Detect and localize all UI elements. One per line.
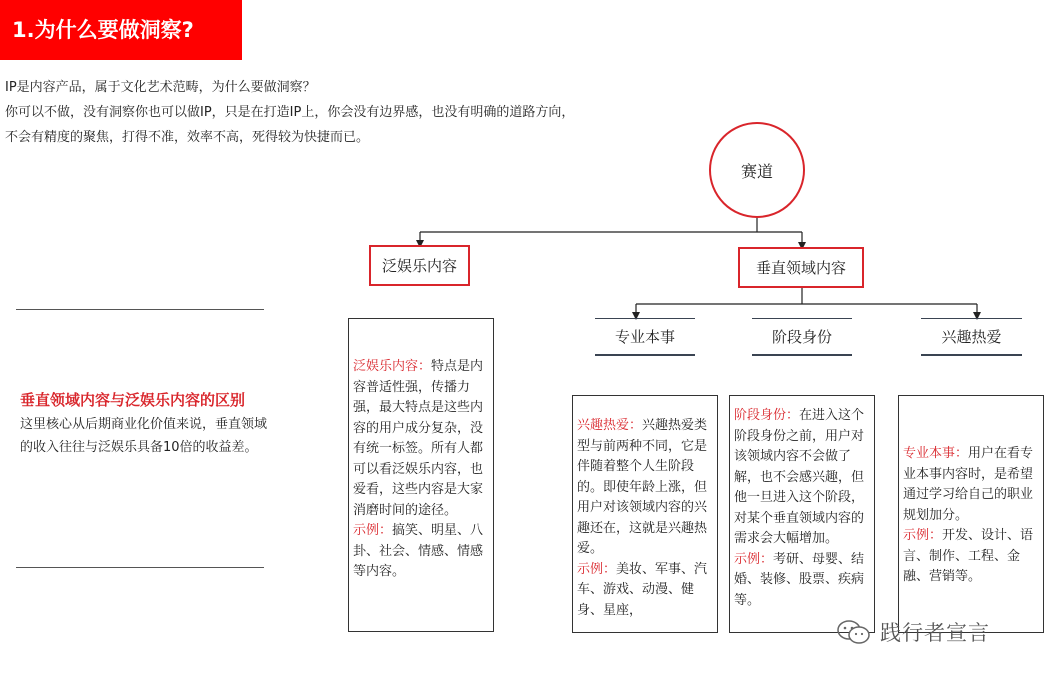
card-professional — [898, 395, 1044, 633]
card-stage-example-label: 示例： — [734, 551, 774, 567]
node-professional-label: 专业本事 — [614, 328, 675, 346]
node-interest-label: 兴趣热爱 — [941, 328, 1002, 346]
node-entertainment-content — [369, 245, 470, 286]
root-node-label: 赛道 — [740, 161, 773, 181]
card-professional-text: 用户在看专业本事内容时，是希望通过学习给自己的职业规划加分。 — [903, 446, 1034, 523]
card-interest-example: 美妆、军事、汽车、游戏、动漫、健身、星座， — [577, 561, 708, 618]
left-panel-heading: 垂直领域内容与泛娱乐内容的区别 — [20, 391, 246, 409]
node-stage-identity — [752, 318, 852, 356]
card-professional-example-label: 示例： — [903, 528, 943, 543]
node-vertical-content — [738, 247, 864, 288]
card-stage — [729, 395, 875, 633]
card-professional-example: 开发、设计、语言、制作、工程、金融、营销等。 — [903, 528, 1034, 584]
node-vertical-label: 垂直领域内容 — [755, 259, 846, 277]
node-interest-hobby — [921, 318, 1022, 356]
node-entertainment-label: 泛娱乐内容 — [381, 257, 457, 275]
page-title: 1.为什么要做洞察? — [0, 0, 242, 60]
left-panel-top-divider — [16, 309, 264, 310]
card-professional-label: 专业本事： — [903, 446, 969, 461]
card-interest-example-label: 示例： — [577, 561, 617, 577]
card-entertainment — [348, 318, 494, 632]
intro-line-3: 不会有精度的聚焦，打得不准，效率不高，死得较为快捷而已。 — [5, 130, 370, 145]
root-node-circle — [709, 122, 805, 218]
intro-line-2: 你可以不做，没有洞察你也可以做IP，只是在打造IP上，你会没有边界感，也没有明确的道路方向， — [5, 105, 575, 120]
left-panel-bottom-divider — [16, 567, 264, 568]
card-stage-text: 在进入这个阶段身份之前，用户对该领域内容不会做了解，也不会感兴趣，但他一旦进入这个阶段，对某个垂直领域内容的需求会大幅增加。 — [734, 408, 865, 546]
intro-line-1: IP是内容产品，属于文化艺术范畴，为什么要做洞察？ — [5, 80, 316, 95]
card-entertainment-text: 特点是内容普适性强，传播力强，最大特点是这些内容的用户成分复杂，没有统一标签。所有人都可以看泛娱乐内容，也爱看，这些内容是大家消磨时间的途径。 — [353, 359, 484, 518]
card-entertainment-example: 搞笑、明星、八卦、社会、情感、情感等内容。 — [353, 523, 484, 579]
watermark-text: 践行者宣言 — [880, 621, 990, 645]
node-professional-skill — [595, 318, 695, 356]
card-stage-label: 阶段身份： — [734, 408, 800, 423]
left-panel-body: 这里核心从后期商业化价值来说，垂直领域的收入往往与泛娱乐具备10倍的收益差。 — [20, 417, 268, 455]
wechat-icon — [836, 619, 872, 645]
card-entertainment-label: 泛娱乐内容： — [353, 359, 432, 374]
card-stage-example: 考研、母婴、结婚、装修、股票、疾病等。 — [734, 551, 865, 608]
node-stage-label: 阶段身份 — [771, 328, 832, 346]
card-interest — [572, 395, 718, 633]
card-entertainment-example-label: 示例： — [353, 523, 393, 538]
watermark — [836, 617, 990, 647]
card-interest-label: 兴趣热爱： — [577, 418, 643, 433]
card-interest-text: 兴趣热爱类型与前两种不同，它是伴随着整个人生阶段的。即使年龄上涨，但用户对该领域内容的兴趣还在，这就是兴趣热爱。 — [577, 418, 708, 556]
